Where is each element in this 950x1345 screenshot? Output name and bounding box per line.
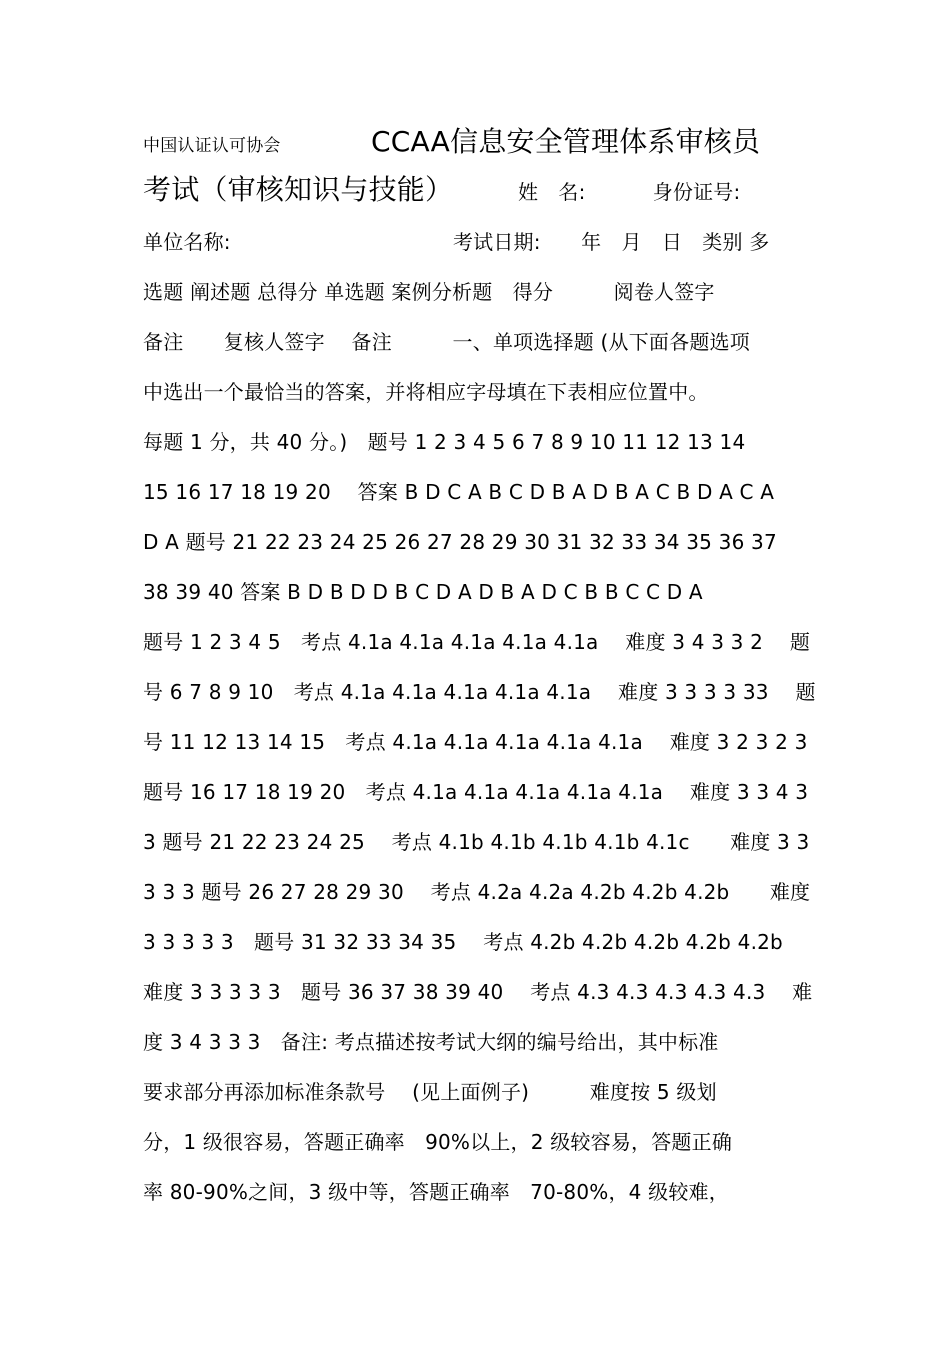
text-line: 分，1 级很容易，答题正确率 90%以上，2 级较容易，答题正确	[143, 1130, 733, 1154]
text-line: 难度 3 3 3 3 3 题号 36 37 38 39 40 考点 4.3 4.3 4.3 4.3 4.3 难	[143, 980, 813, 1004]
text-line: 38 39 40 答案 B D B D D B C D A D B A D C B B C C D A	[143, 580, 703, 604]
text-line: 3 题号 21 22 23 24 25 考点 4.1b 4.1b 4.1b 4.1b 4.1c 难度 3 3	[143, 830, 810, 854]
organization-name: 中国认证认可协会	[143, 136, 281, 156]
name-id-fields: 姓 名: 身份证号:	[518, 180, 741, 204]
document-title: CCAA信息安全管理体系审核员	[371, 125, 761, 158]
text-line: D A 题号 21 22 23 24 25 26 27 28 29 30 31 32 33 34 35 36 37	[143, 530, 777, 554]
header-line	[143, 125, 813, 158]
text-line: 度 3 4 3 3 3 备注: 考点描述按考试大纲的编号给出，其中标准	[143, 1030, 719, 1054]
text-line: 题号 1 2 3 4 5 考点 4.1a 4.1a 4.1a 4.1a 4.1a 难度 3 4 3 3 2 题	[143, 630, 811, 654]
text-line: 15 16 17 18 19 20 答案 B D C A B C D B A D B A C B D A C A	[143, 480, 775, 504]
text-line: 3 3 3 题号 26 27 28 29 30 考点 4.2a 4.2a 4.2b 4.2b 4.2b 难度	[143, 880, 811, 904]
document-title-continued: 考试（审核知识与技能）	[143, 173, 454, 206]
title-line-2	[143, 173, 813, 206]
text-line: 单位名称: 考试日期: 年 月 日 类别 多	[143, 230, 770, 254]
text-line: 号 11 12 13 14 15 考点 4.1a 4.1a 4.1a 4.1a 4.1a 难度 3 2 3 2 3	[143, 730, 808, 754]
text-line: 要求部分再添加标准条款号 (见上面例子) 难度按 5 级划	[143, 1080, 717, 1104]
text-line: 题号 16 17 18 19 20 考点 4.1a 4.1a 4.1a 4.1a 4.1a 难度 3 3 4 3	[143, 780, 809, 804]
text-line: 备注 复核人签字 备注 一、单项选择题 (从下面各题选项	[143, 330, 750, 354]
text-line: 率 80-90%之间，3 级中等，答题正确率 70-80%，4 级较难，	[143, 1180, 729, 1204]
text-line: 中选出一个最恰当的答案，并将相应字母填在下表相应位置中。	[143, 380, 709, 404]
text-line: 选题 阐述题 总得分 单选题 案例分析题 得分 阅卷人签字	[143, 280, 715, 304]
text-line: 每题 1 分，共 40 分。) 题号 1 2 3 4 5 6 7 8 9 10 11 12 13 14	[143, 430, 746, 454]
text-line: 3 3 3 3 3 题号 31 32 33 34 35 考点 4.2b 4.2b 4.2b 4.2b 4.2b	[143, 930, 783, 954]
text-line: 号 6 7 8 9 10 考点 4.1a 4.1a 4.1a 4.1a 4.1a 难度 3 3 3 3 33 题	[143, 680, 816, 704]
